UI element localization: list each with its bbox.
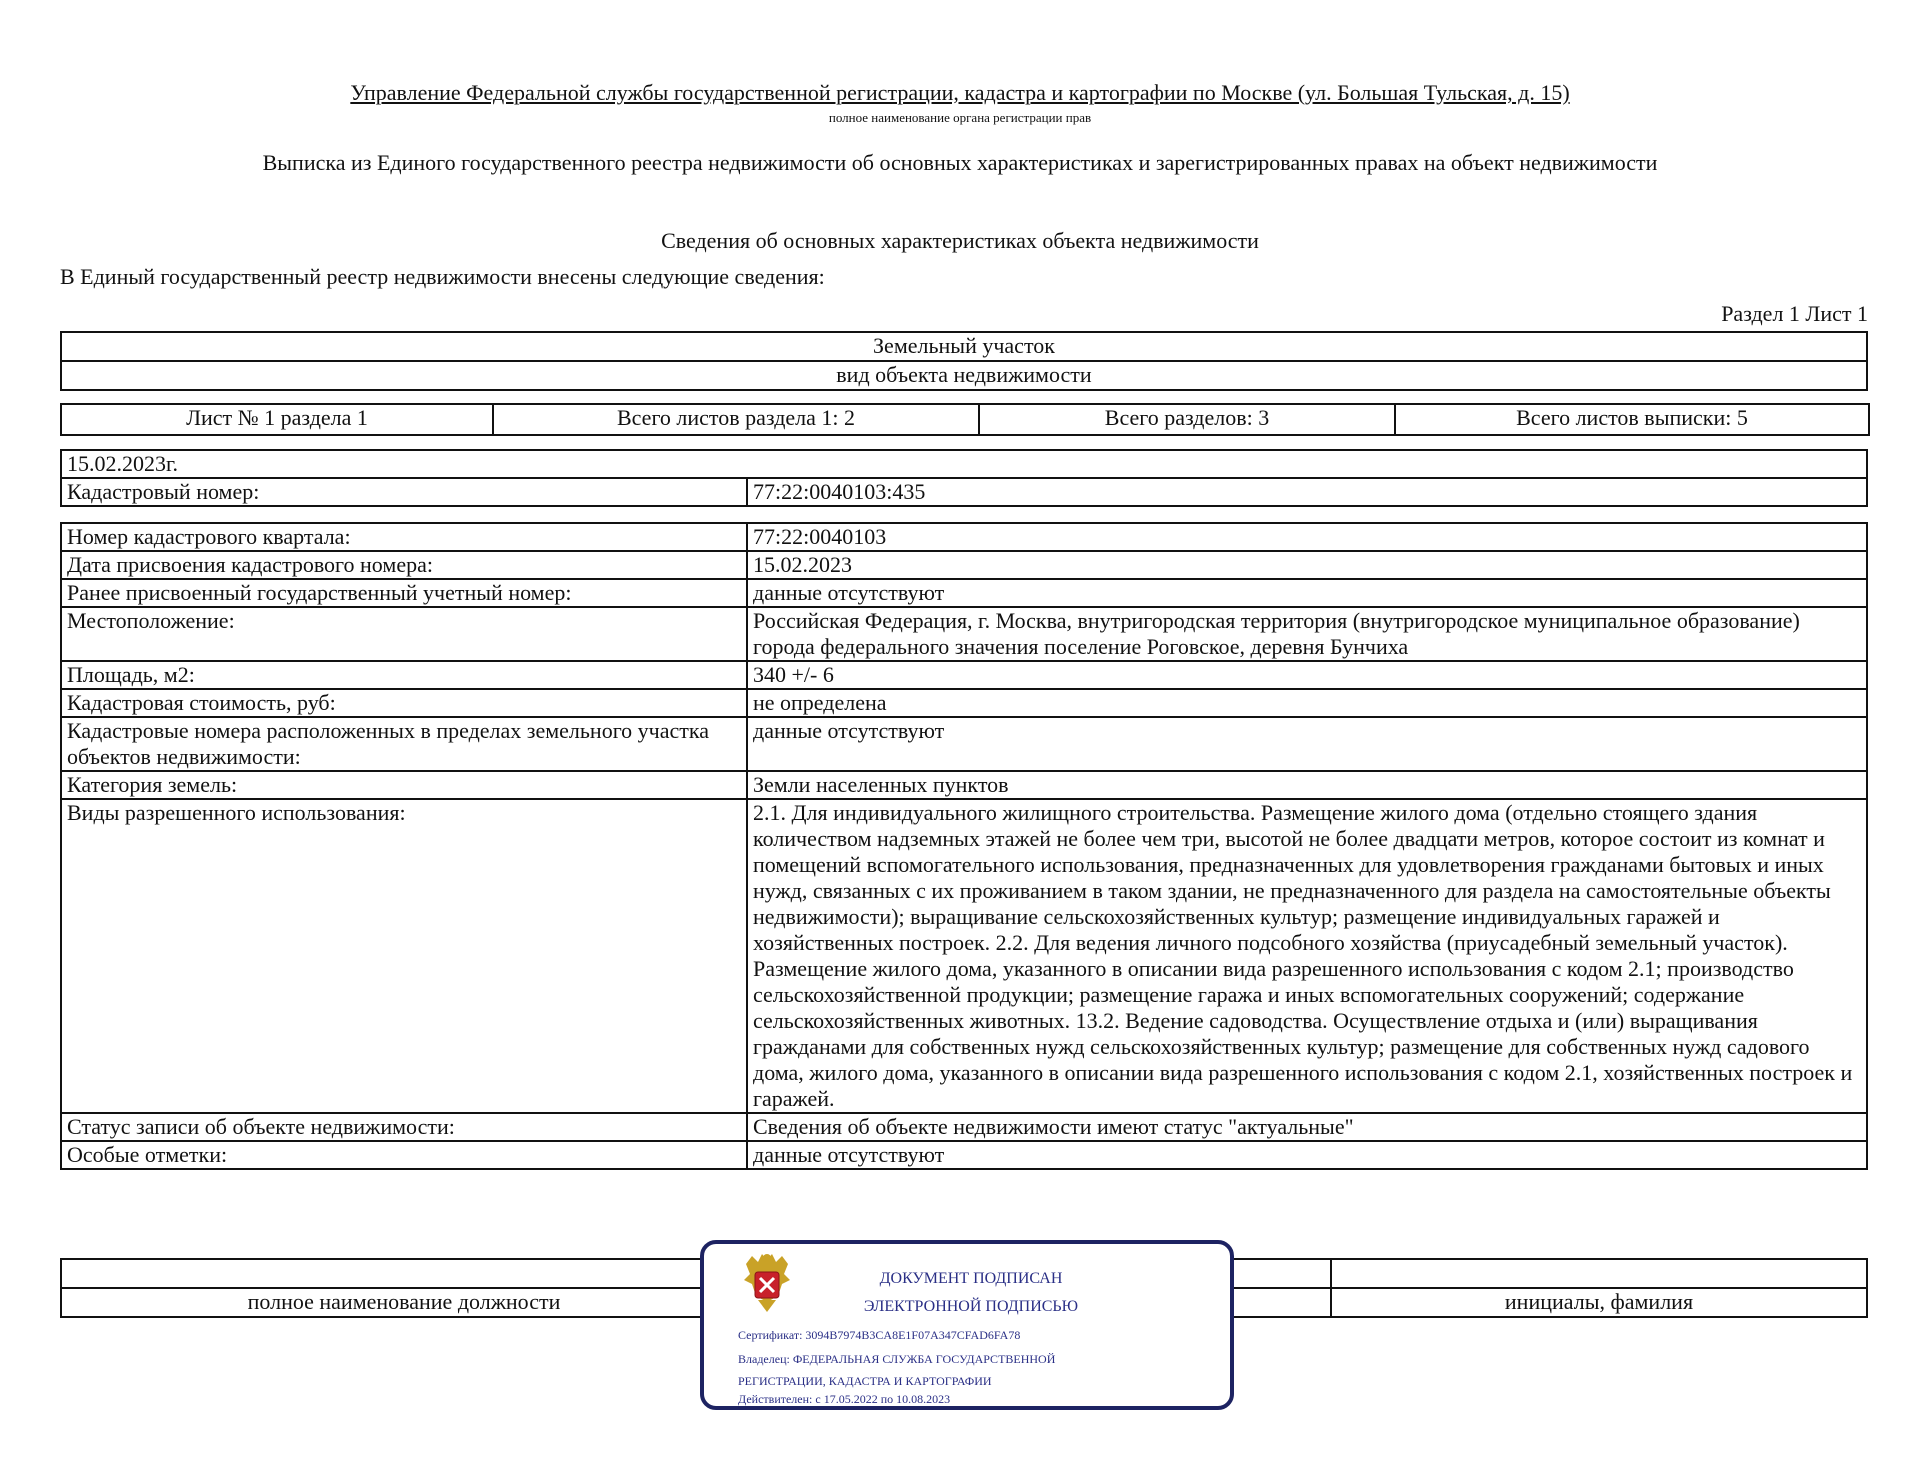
characteristic-row — [61, 689, 1867, 717]
stamp-validity: Действителен: с 17.05.2022 по 10.08.2023 — [738, 1392, 951, 1406]
electronic-signature-stamp — [700, 1240, 1234, 1410]
characteristics-table — [60, 522, 1868, 1170]
characteristic-row — [61, 661, 1867, 689]
cadastral-number-label: Кадастровый номер: — [61, 478, 747, 506]
characteristic-key: Категория земель: — [61, 771, 747, 799]
section-title: Сведения об основных характеристиках объекта недвижимости — [661, 228, 1259, 253]
characteristic-value: 15.02.2023 — [747, 551, 1867, 579]
characteristic-key: Площадь, м2: — [61, 661, 747, 689]
stamp-signed-line: ДОКУМЕНТ ПОДПИСАН — [879, 1270, 1063, 1287]
characteristic-key: Дата присвоения кадастрового номера: — [61, 551, 747, 579]
characteristic-value: не определена — [747, 689, 1867, 717]
characteristic-key: Номер кадастрового квартала: — [61, 523, 747, 551]
characteristic-row — [61, 1141, 1867, 1169]
sheets-table — [60, 403, 1870, 436]
characteristic-row — [61, 771, 1867, 799]
characteristic-row — [61, 579, 1867, 607]
object-type-table — [60, 331, 1868, 391]
characteristic-key: Кадастровая стоимость, руб: — [61, 689, 747, 717]
characteristic-row — [61, 551, 1867, 579]
section-sheets-total: Всего листов раздела 1: 2 — [493, 404, 979, 435]
characteristic-key: Местоположение: — [61, 607, 747, 661]
sheet-number: Лист № 1 раздела 1 — [61, 404, 493, 435]
characteristic-row — [61, 523, 1867, 551]
signature-position-cell — [61, 1259, 747, 1288]
agency-name: Управление Федеральной службы государственной регистрации, кадастра и картографии по Москве (ул. Большая Тульская, д. 15) — [350, 80, 1570, 105]
name-caption: инициалы, фамилия — [1331, 1288, 1867, 1317]
characteristic-value: 2.1. Для индивидуального жилищного строительства. Размещение жилого дома (отдельно стоящего здания количеством надземных этажей не более чем три, высотой не более двадцати метров, которое состоит из комнат и помещений вспомогательного использования, предназначенных для удовлетворения гражданами бытовых и иных нужд, связанных с их проживанием в таком здании, не предназначенного для раздела на самостоятельные объекты недвижимости); выращивание сельскохозяйственных культур; размещение индивидуальных гаражей и хозяйственных построек. 2.2. Для ведения личного подсобного хозяйства (приусадебный земельный участок). Размещение жилого дома, указанного в описании вида разрешенного использования с кодом 2.1; производство сельскохозяйственной продукции; размещение гаража и иных вспомогательных сооружений; содержание сельскохозяйственных животных. 13.2. Ведение садоводства. Осуществление отдыха и (или) выращивания гражданами для собственных нужд сельскохозяйственных культур; размещение для собственных нужд садового дома, жилого дома, указанного в описании вида разрешенного использования с кодом 2.1, хозяйственных построек и гаражей. — [747, 799, 1867, 1113]
stamp-electronic-line: ЭЛЕКТРОННОЙ ПОДПИСЬЮ — [863, 1298, 1079, 1315]
characteristic-value: данные отсутствуют — [747, 717, 1867, 771]
signature-name-cell — [1331, 1259, 1867, 1288]
characteristic-row — [61, 607, 1867, 661]
stamp-owner-line2: РЕГИСТРАЦИИ, КАДАСТРА И КАРТОГРАФИИ — [738, 1374, 992, 1388]
characteristic-row — [61, 1113, 1867, 1141]
characteristic-value: данные отсутствуют — [747, 579, 1867, 607]
cadastral-header-table — [60, 449, 1868, 507]
cadastral-number-value: 77:22:0040103:435 — [747, 478, 1867, 506]
characteristic-value: 77:22:0040103 — [747, 523, 1867, 551]
intro-text: В Единый государственный реестр недвижимости внесены следующие сведения: — [60, 264, 825, 289]
characteristic-key: Кадастровые номера расположенных в пределах земельного участка объектов недвижимости: — [61, 717, 747, 771]
characteristic-value: Сведения об объекте недвижимости имеют статус "актуальные" — [747, 1113, 1867, 1141]
object-type-caption: вид объекта недвижимости — [61, 361, 1867, 390]
sheet-reference: Раздел 1 Лист 1 — [1721, 301, 1868, 326]
characteristic-row — [61, 799, 1867, 1113]
characteristic-row — [61, 717, 1867, 771]
object-type: Земельный участок — [61, 332, 1867, 361]
stamp-owner-line1: Владелец: ФЕДЕРАЛЬНАЯ СЛУЖБА ГОСУДАРСТВЕННОЙ — [738, 1352, 1056, 1366]
extract-sheets-total: Всего листов выписки: 5 — [1395, 404, 1869, 435]
position-caption: полное наименование должности — [61, 1288, 747, 1317]
characteristic-value: данные отсутствуют — [747, 1141, 1867, 1169]
characteristic-value: 340 +/- 6 — [747, 661, 1867, 689]
stamp-certificate: Сертификат: 3094B7974B3CA8E1F07A347CFAD6FA78 — [738, 1328, 1021, 1342]
characteristic-key: Ранее присвоенный государственный учетный номер: — [61, 579, 747, 607]
extract-date: 15.02.2023г. — [61, 450, 1867, 478]
extract-title: Выписка из Единого государственного реестра недвижимости об основных характеристиках и зарегистрированных правах на объект недвижимости — [262, 150, 1658, 175]
sections-total: Всего разделов: 3 — [979, 404, 1395, 435]
characteristic-key: Виды разрешенного использования: — [61, 799, 747, 1113]
characteristic-key: Особые отметки: — [61, 1141, 747, 1169]
characteristic-key: Статус записи об объекте недвижимости: — [61, 1113, 747, 1141]
agency-caption: полное наименование органа регистрации прав — [828, 110, 1092, 125]
characteristic-value: Земли населенных пунктов — [747, 771, 1867, 799]
characteristic-value: Российская Федерация, г. Москва, внутригородская территория (внутригородское муниципальное образование) города федерального значения поселение Роговское, деревня Бунчиха — [747, 607, 1867, 661]
